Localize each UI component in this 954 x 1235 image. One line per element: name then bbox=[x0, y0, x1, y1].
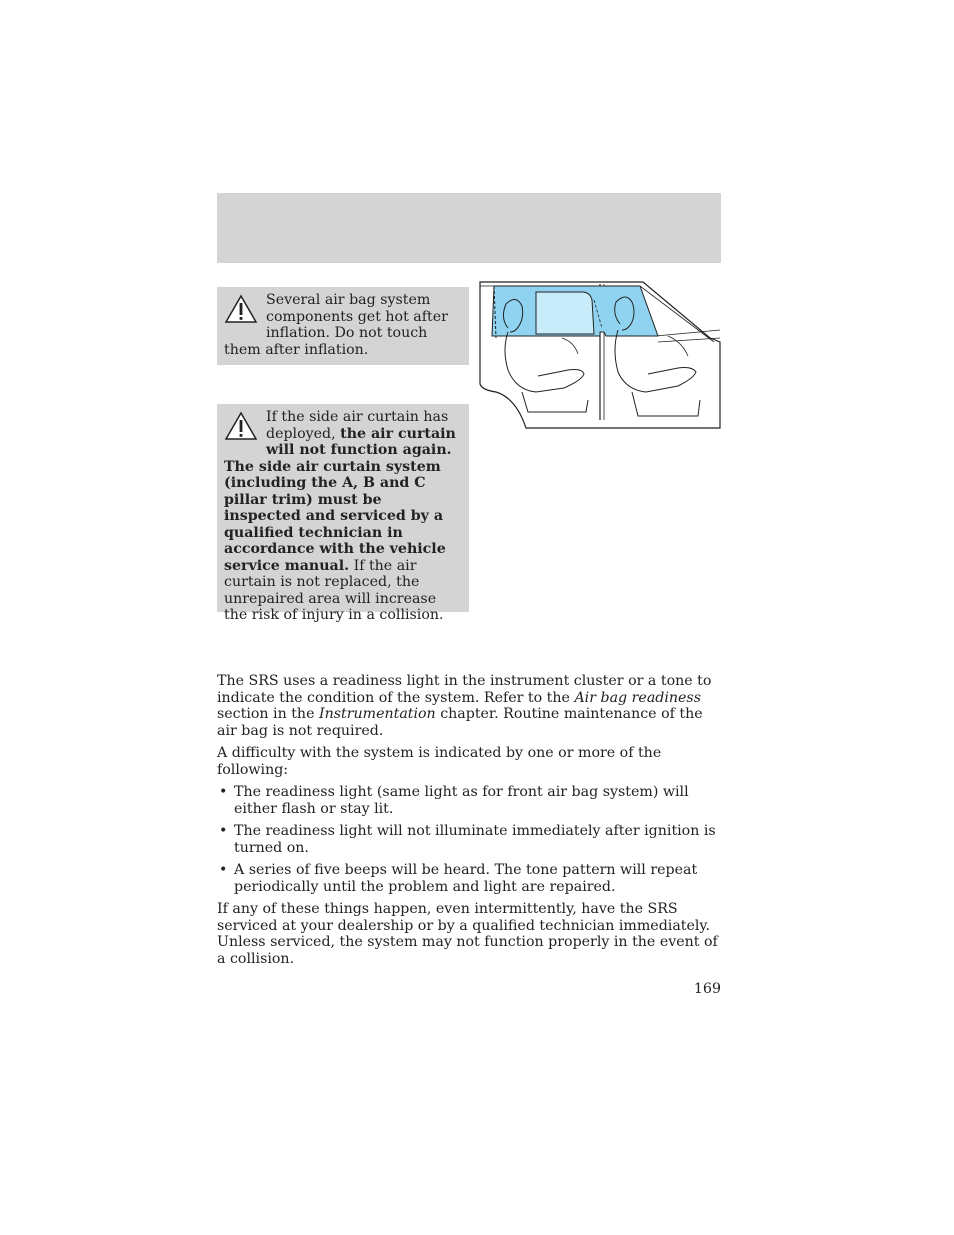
srs-intro-paragraph bbox=[217, 673, 721, 739]
warning-text-bold-segment: the air curtain will not function again. The side air curtain system (including the A, B and C pillar trim) must be inspected and serviced by a qualified technician in accordance with the vehicle service manual. bbox=[224, 425, 456, 574]
list-item bbox=[217, 784, 721, 817]
text-run: section in the bbox=[217, 706, 319, 722]
warning-text-segment: If the side air curtain has deployed, bbox=[266, 409, 449, 442]
bullet-icon: • bbox=[219, 784, 228, 800]
side-air-curtain-illustration bbox=[478, 280, 722, 430]
list-item-text: The readiness light (same light as for front air bag system) will either flash or stay lit. bbox=[234, 784, 689, 817]
warning-text-segment: If the air curtain is not replaced, the unrepaired area will increase the risk of injury in a collision. bbox=[224, 557, 444, 623]
section-header-bar bbox=[217, 193, 721, 263]
warning-text bbox=[224, 409, 456, 623]
list-item bbox=[217, 823, 721, 856]
service-paragraph: If any of these things happen, even intermittently, have the SRS serviced at your dealership or by a qualified technician immediately. Unless serviced, the system may not function properly in the event of a collision. bbox=[217, 901, 718, 967]
list-item bbox=[217, 862, 721, 895]
warning-triangle-icon bbox=[224, 411, 258, 441]
bullet-icon: • bbox=[219, 823, 228, 839]
text-run: The SRS uses a readiness light in the instrument cluster or a tone to indicate the condition of the system. Refer to the bbox=[217, 673, 712, 706]
difficulty-bullet-list bbox=[217, 784, 721, 895]
text-run: chapter. Routine maintenance of the air bag is not required. bbox=[217, 706, 703, 739]
list-item-text: A series of five beeps will be heard. The tone pattern will repeat periodically until the problem and light are repaired. bbox=[234, 862, 698, 895]
warning-text-segment: Several air bag system components get hot after inflation. Do not touch them after inflation. bbox=[224, 292, 448, 358]
warning-box-air-curtain bbox=[217, 404, 469, 623]
page-number: 169 bbox=[693, 981, 721, 997]
difficulty-paragraph: A difficulty with the system is indicated by one or more of the following: bbox=[217, 745, 662, 778]
bullet-icon: • bbox=[219, 862, 228, 878]
srs-readiness-section bbox=[217, 673, 721, 973]
warning-triangle-icon bbox=[224, 294, 258, 324]
italic-reference-instrumentation: Instrumentation bbox=[318, 706, 436, 722]
list-item-text: The readiness light will not illuminate immediately after ignition is turned on. bbox=[234, 823, 716, 856]
warning-box-hot-components bbox=[217, 287, 469, 365]
italic-reference-air-bag-readiness: Air bag readiness bbox=[574, 689, 701, 706]
